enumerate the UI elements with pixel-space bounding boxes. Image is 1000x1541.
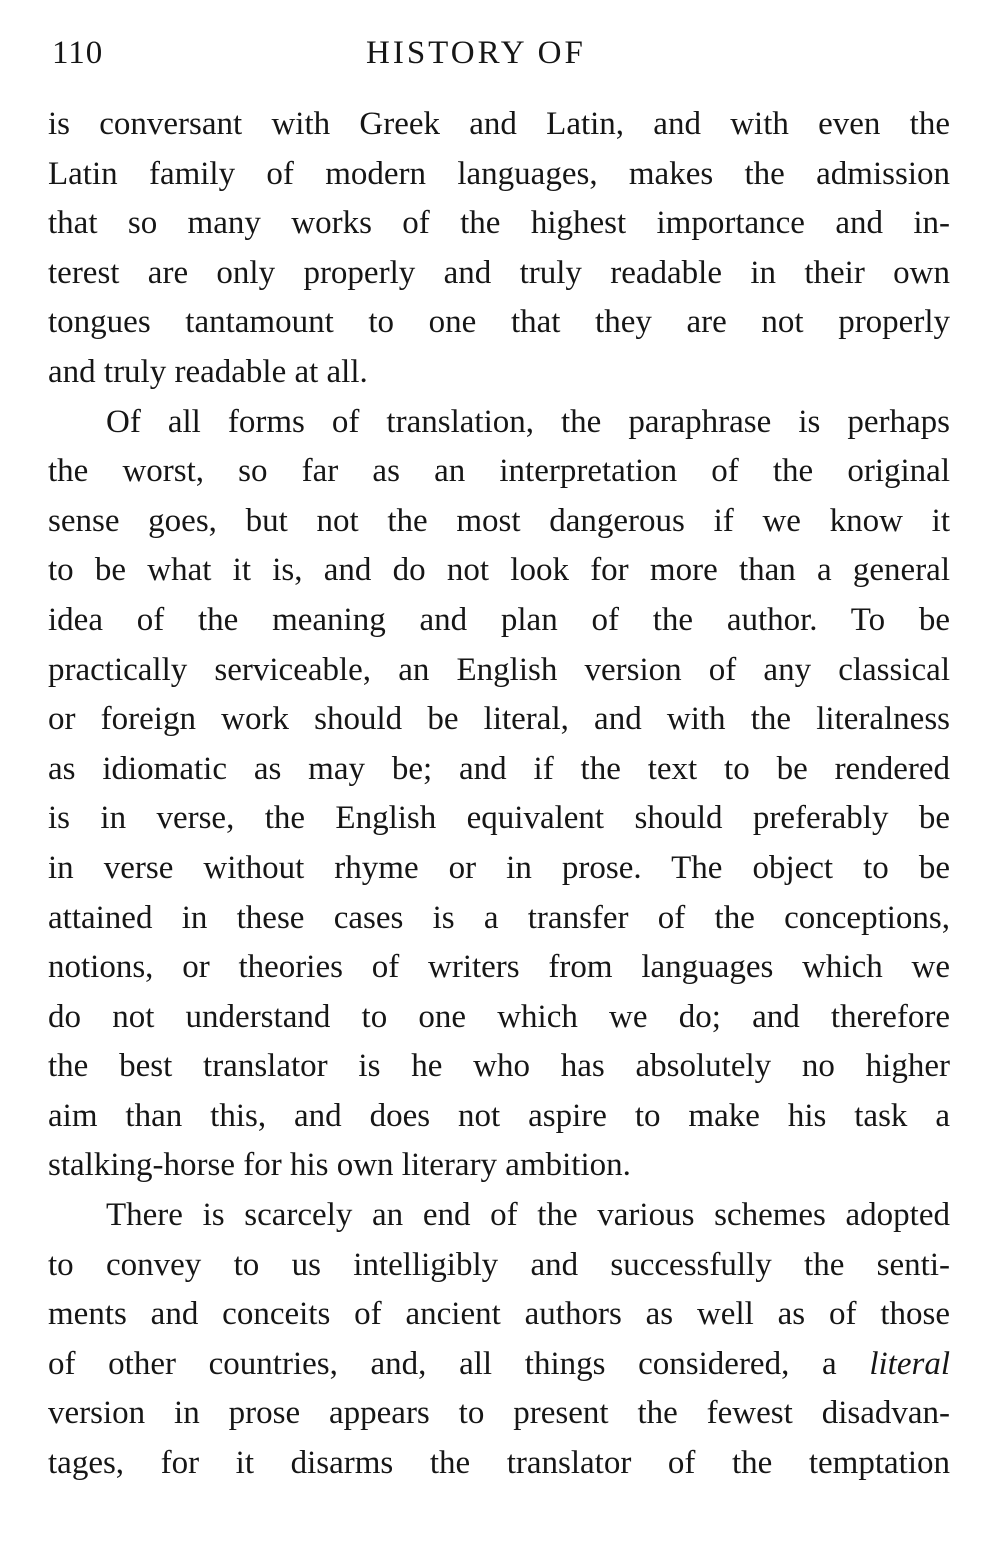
text-line: notions, or theories of writers from languages which we [48,949,950,986]
text-line: sense goes, but not the most dangerous if we know it [48,502,950,539]
text-line: version in prose appears to present the fewest disadvan- [48,1395,950,1432]
text-line: Of all forms of translation, the paraphrase is perhaps [106,403,950,440]
text-line: Latin family of modern languages, makes the admission [48,155,950,192]
text-line: There is scarcely an end of the various schemes adopted [106,1197,950,1234]
text-line: to be what it is, and do not look for more than a general [48,552,950,589]
text-line: is in verse, the English equivalent should preferably be [48,800,950,837]
running-head [48,28,950,78]
running-title: HISTORY OF [366,35,586,71]
text-line: do not understand to one which we do; and therefore [48,998,950,1035]
text-line: to convey to us intelligibly and successfully the senti- [48,1246,950,1283]
paragraph-1 [48,100,950,398]
text-line: is conversant with Greek and Latin, and with even the [48,106,950,142]
text-line: the best translator is he who has absolutely no higher [48,1048,950,1085]
text-line: tongues tantamount to one that they are not properly [48,304,950,341]
text-line: tages, for it disarms the translator of the temptation [48,1445,950,1482]
text-line: or foreign work should be literal, and with the literalness [48,701,950,738]
body-text [48,100,950,1489]
text-line: as idiomatic as may be; and if the text to be rendered [48,750,950,787]
text-line: attained in these cases is a transfer of the conceptions, [48,899,950,936]
text-line-with-italic [48,1340,950,1390]
page-number: 110 [52,35,104,71]
text-line: practically serviceable, an English version of any classical [48,651,950,688]
text-line: in verse without rhyme or in prose. The object to be [48,849,950,886]
paragraph-2 [48,398,950,1192]
text-line: idea of the meaning and plan of the author. To be [48,601,950,638]
text-line: terest are only properly and truly readable in their own [48,254,950,291]
paragraph-3 [48,1191,950,1489]
text-line: aim than this, and does not aspire to make his task a [48,1097,950,1134]
text-line: and truly readable at all. [48,353,368,390]
text-run: of other countries, and, all things considered, a [48,1345,870,1382]
text-line: the worst, so far as an interpretation of the original [48,453,950,490]
text-line: that so many works of the highest importance and in- [48,205,950,242]
book-page [48,28,950,1489]
italic-word: literal [869,1345,950,1382]
text-line: ments and conceits of ancient authors as well as of those [48,1296,950,1333]
text-line: stalking-horse for his own literary ambition. [48,1147,631,1184]
